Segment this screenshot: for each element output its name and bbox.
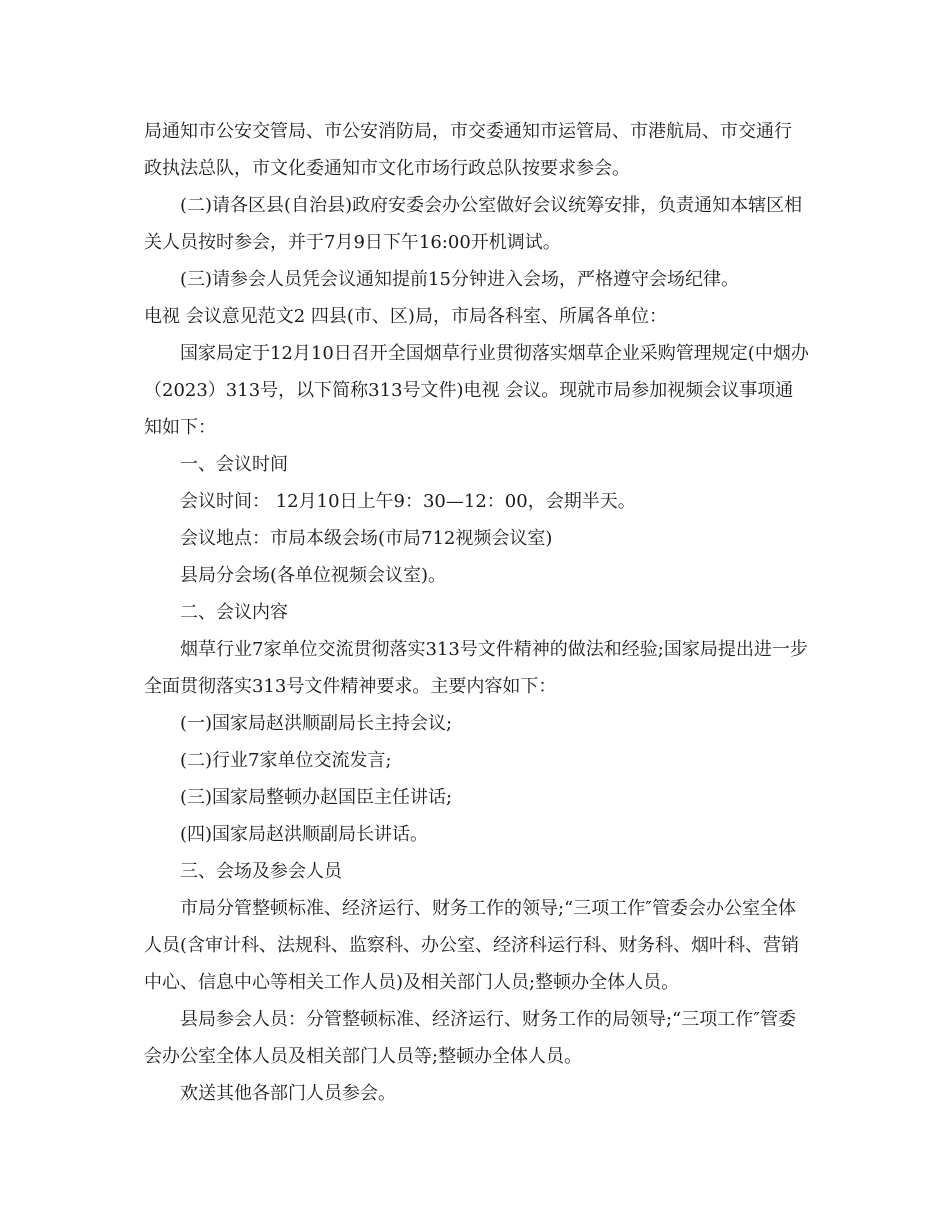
heading-venue-attendees: 三、会场及参会人员 [180,861,342,882]
branch-venue-text: 县局分会场(各单位视频会议室)。 [180,565,447,586]
agenda-item-1: (一)国家局赵洪顺副局长主持会议; [180,713,453,734]
meeting-content-text: 烟草行业7家单位交流贯彻落实313号文件精神的做法和经验;国家局提出进一步全面贯彻落实313号文件精神要求。主要内容如下： [144,639,808,697]
county-attendees-text: 县局参会人员：分管整顿标准、经济运行、财务工作的局领导;“三项工作″管委会办公室全体人员及相关部门人员等;整顿办全体人员。 [144,1009,796,1067]
meeting-location-text: 会议地点：市局本级会场(市局712视频会议室) [180,528,553,549]
agenda-item-2: (二)行业7家单位交流发言; [180,750,392,771]
closing-text: 欢送其他各部门人员参会。 [180,1083,396,1104]
city-attendees-text: 市局分管整顿标准、经济运行、财务工作的领导;“三项工作″管委会办公室全体人员(含审计科、法规科、监察科、办公室、经济科运行科、财务科、烟叶科、营销中心、信息中心等相关工作人员)及相关部门人员;整顿办全体人员。 [144,898,800,993]
paragraph-continuation: 局通知市公安交管局、市公安消防局，市交委通知市运管局、市港航局、市交通行政执法总队，市文化委通知市文化市场行政总队按要求参会。 [144,121,792,179]
paragraph-item-2: (二)请各区县(自治县)政府安委会办公室做好会议统筹安排，负责通知本辖区相关人员按时参会，并于7月9日下午16:00开机调试。 [144,195,803,253]
meeting-time-text: 会议时间： 12月10日上午9：30—12：00，会期半天。 [180,491,636,512]
document-body [144,113,809,1112]
section-title-line: 电视 会议意见范文2 四县(市、区)局，市局各科室、所属各单位： [144,306,667,327]
paragraph-item-3: (三)请参会人员凭会议通知提前15分钟进入会场，严格遵守会场纪律。 [180,269,739,290]
heading-meeting-time: 一、会议时间 [180,454,288,475]
agenda-item-3: (三)国家局整顿办赵国臣主任讲话; [180,787,453,808]
heading-meeting-content: 二、会议内容 [180,602,288,623]
agenda-item-4: (四)国家局赵洪顺副局长讲话。 [180,824,429,845]
paragraph-intro: 国家局定于12月10日召开全国烟草行业贯彻落实烟草企业采购管理规定(中烟办（2023）313号，以下简称313号文件)电视 会议。现就市局参加视频会议事项通知如下： [144,343,809,438]
